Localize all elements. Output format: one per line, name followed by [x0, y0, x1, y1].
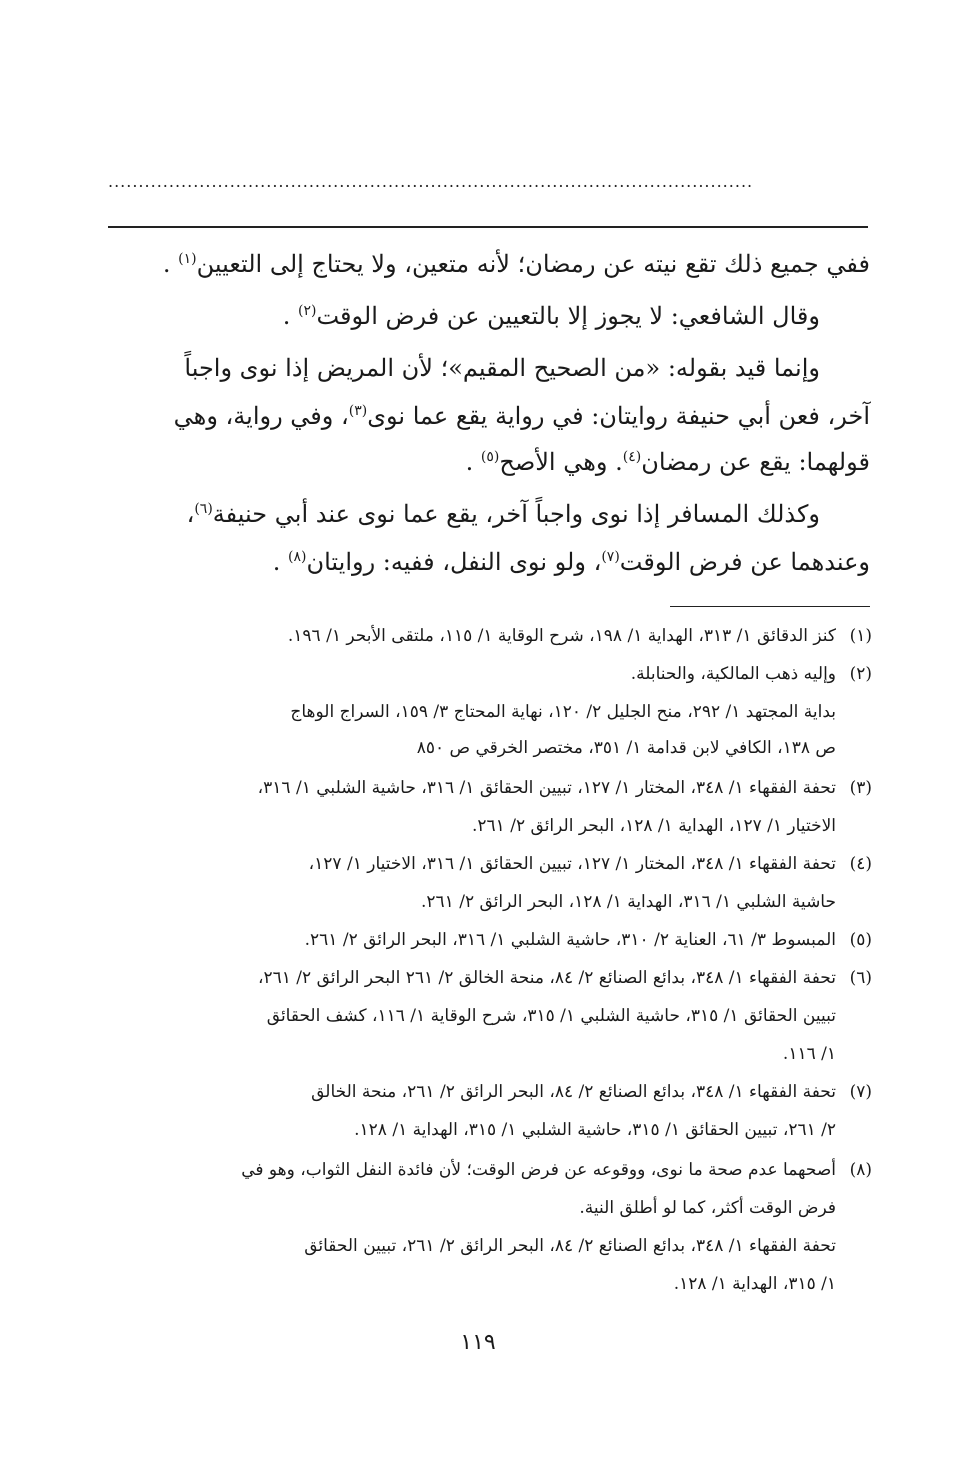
footnote-rule [670, 606, 870, 607]
footnote-line: (٧)تحفة الفقهاء ١/ ٣٤٨، بدائع الصنائع ٢/ ٨٤، البحر الرائق ٢/ ٢٦١، منحة الخالق [311, 1082, 872, 1102]
main-line: آخر، فعن أبي حنيفة روايتان: في رواية يقع عما نوى$^{(٣)}$، وفي رواية، وهي [173, 402, 870, 430]
footnote-line: (٣)تحفة الفقهاء ١/ ٣٤٨، المختار ١/ ١٢٧، تبيين الحقائق ١/ ٣١٦، حاشية الشلبي ١/ ٣١٦، [257, 778, 872, 798]
main-line: وعندهما عن فرض الوقت$^{(٧)}$، ولو نوى النفل، ففيه: روايتان$^{(٨)}$ . [272, 548, 870, 576]
main-line: ففي جميع ذلك تقع نيته عن رمضان؛ لأنه متعين، ولا يحتاج إلى التعيين$^{(١)}$ . [162, 250, 870, 278]
footnote-line: ص ١٣٨، الكافي لابن قدامة ١/ ٣٥١، مختصر الخرقي ص ٨٥٠ [416, 738, 836, 758]
footnote-line: فرض الوقت أكثر، كما لو أطلق النية. [579, 1198, 836, 1218]
footnote-line: (٨)أصحهما عدم صحة ما نوى، ووقوعه عن فرض الوقت؛ لأن فائدة النفل الثواب، وهو في [241, 1160, 872, 1180]
footnote-line: تحفة الفقهاء ١/ ٣٤٨، بدائع الصنائع ٢/ ٨٤، البحر الرائق ٢/ ٢٦١، تبيين الحقائق [304, 1236, 836, 1256]
footnote-line: ١/ ٣١٥، الهداية ١/ ١٢٨. [673, 1274, 836, 1294]
footnote-number: (١) [849, 626, 872, 646]
footnote-line: ١/ ١١٦. [782, 1044, 836, 1064]
footnote-line: ٢/ ٢٦١، تبيين الحقائق ١/ ٣١٥، حاشية الشلبي ١/ ٣١٥، الهداية ١/ ١٢٨. [354, 1120, 836, 1140]
footnote-line: (٦)تحفة الفقهاء ١/ ٣٤٨، بدائع الصنائع ٢/ ٨٤، منحة الخالق ٢/ ٢٦١ البحر الرائق ٢/ ٢٦١، [258, 968, 872, 988]
footnote-number: (٣) [849, 778, 872, 798]
footnote-number: (٢) [849, 664, 872, 684]
footnote-line: (٤)تحفة الفقهاء ١/ ٣٤٨، المختار ١/ ١٢٧، تبيين الحقائق ١/ ٣١٦، الاختيار ١/ ١٢٧، [308, 854, 872, 874]
footnote-line: بداية المجتهد ١/ ٢٩٢، منح الجليل ٢/ ١٢٠، نهاية المحتاج ٣/ ١٥٩، السراج الوهاج [290, 702, 836, 722]
main-line: وقال الشافعي: لا يجوز إلا بالتعيين عن فرض الوقت$^{(٢)}$ . [282, 302, 820, 330]
top-rule [108, 226, 868, 228]
dotted-separator: .......................................................................................................... [108, 172, 754, 191]
footnote-line: الاختيار ١/ ١٢٧، الهداية ١/ ١٢٨، البحر الرائق ٢/ ٢٦١. [472, 816, 836, 836]
footnote-line: تبيين الحقائق ١/ ٣١٥، حاشية الشلبي ١/ ٣١٥، شرح الوقاية ١/ ١١٦، كشف الحقائق [266, 1006, 836, 1026]
footnote-line: (٢)وإليه ذهب المالكية، والحنابلة. [630, 664, 872, 684]
main-line: وإنما قيد بقوله: «من الصحيح المقيم»؛ لأن المريض إذا نوى واجباً [184, 354, 820, 382]
main-line: وكذلك المسافر إذا نوى واجباً آخر، يقع عما نوى عند أبي حنيفة$^{(٦)}$، [186, 500, 820, 528]
footnote-number: (٨) [849, 1160, 872, 1180]
page-number: ١١٩ [460, 1330, 496, 1355]
footnote-number: (٤) [849, 854, 872, 874]
footnote-number: (٦) [849, 968, 872, 988]
footnote-number: (٧) [849, 1082, 872, 1102]
footnote-line: (١)كنز الدقائق ١/ ٣١٣، الهداية ١/ ١٩٨، شرح الوقاية ١/ ١١٥، ملتقى الأبحر ١/ ١٩٦. [287, 626, 872, 646]
footnote-line: (٥)المبسوط ٣/ ٦١، العناية ٢/ ٣١٠، حاشية الشلبي ١/ ٣١٦، البحر الرائق ٢/ ٢٦١. [304, 930, 872, 950]
footnote-line: حاشية الشلبي ١/ ٣١٦، الهداية ١/ ١٢٨، البحر الرائق ٢/ ٢٦١. [421, 892, 836, 912]
main-line: قولهما: يقع عن رمضان$^{(٤)}$. وهي الأصح$^{(٥)}$ . [465, 448, 870, 476]
footnote-number: (٥) [849, 930, 872, 950]
